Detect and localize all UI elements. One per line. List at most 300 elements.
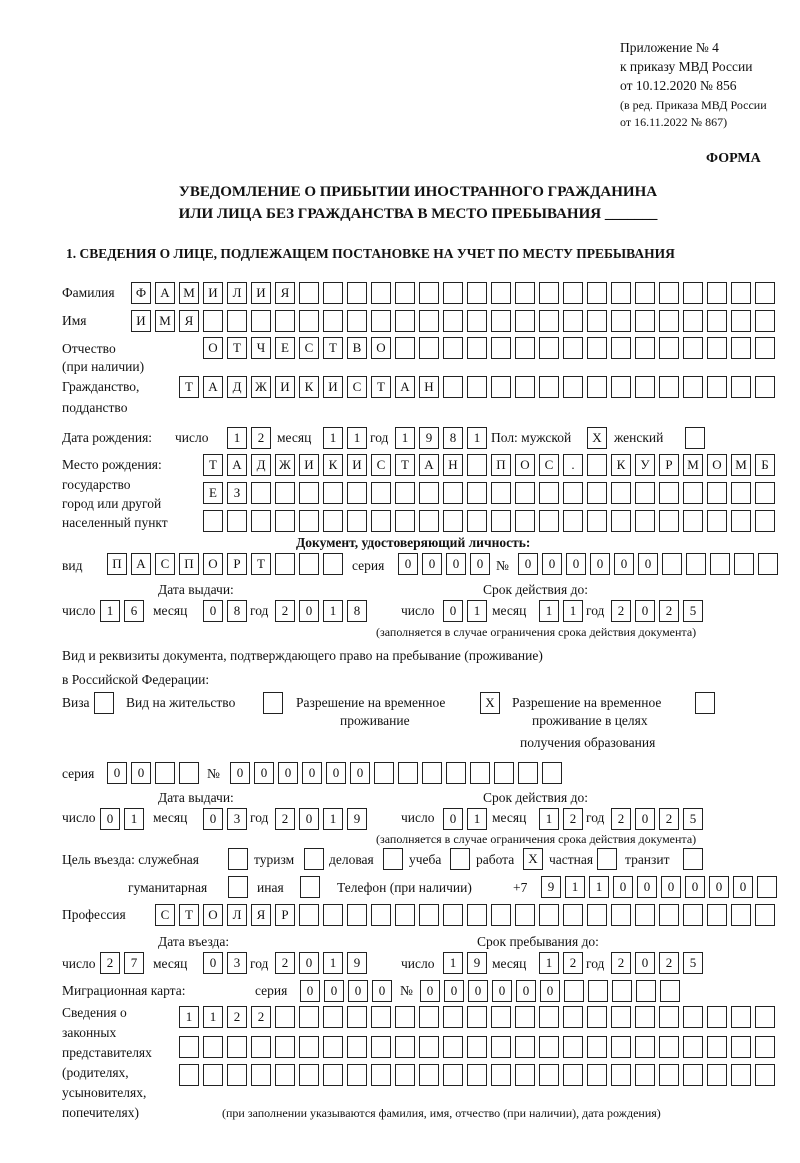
char-cell[interactable] bbox=[491, 1064, 511, 1086]
char-cell[interactable] bbox=[587, 282, 607, 304]
char-cell[interactable] bbox=[422, 762, 442, 784]
char-cell[interactable]: 8 bbox=[443, 427, 463, 449]
char-cell[interactable] bbox=[635, 510, 655, 532]
char-cell[interactable] bbox=[707, 510, 727, 532]
char-cell[interactable] bbox=[611, 904, 631, 926]
char-cell[interactable] bbox=[179, 762, 199, 784]
char-cell[interactable] bbox=[395, 310, 415, 332]
char-cell[interactable] bbox=[251, 310, 271, 332]
char-cell[interactable]: А bbox=[227, 454, 247, 476]
char-cell[interactable]: С bbox=[155, 904, 175, 926]
char-cell[interactable] bbox=[515, 904, 535, 926]
char-cell[interactable]: 2 bbox=[251, 1006, 271, 1028]
char-cell[interactable] bbox=[710, 553, 730, 575]
char-cell[interactable]: 0 bbox=[131, 762, 151, 784]
char-cell[interactable] bbox=[731, 282, 751, 304]
char-cell[interactable] bbox=[299, 1036, 319, 1058]
char-cell[interactable]: 2 bbox=[659, 952, 679, 974]
char-cell[interactable]: 0 bbox=[444, 980, 464, 1002]
char-cell[interactable] bbox=[515, 1006, 535, 1028]
char-cell[interactable] bbox=[227, 1036, 247, 1058]
char-cell[interactable]: 9 bbox=[347, 952, 367, 974]
char-cell[interactable] bbox=[635, 282, 655, 304]
char-cell[interactable]: 8 bbox=[347, 600, 367, 622]
char-cell[interactable]: 5 bbox=[683, 808, 703, 830]
char-cell[interactable] bbox=[755, 1064, 775, 1086]
char-cell[interactable] bbox=[395, 1036, 415, 1058]
char-cell[interactable]: 1 bbox=[589, 876, 609, 898]
checkbox[interactable] bbox=[450, 848, 470, 870]
char-cell[interactable] bbox=[299, 510, 319, 532]
char-cell[interactable]: 0 bbox=[326, 762, 346, 784]
char-cell[interactable] bbox=[707, 310, 727, 332]
char-cell[interactable] bbox=[443, 1064, 463, 1086]
char-cell[interactable] bbox=[299, 1064, 319, 1086]
char-cell[interactable] bbox=[347, 282, 367, 304]
char-cell[interactable] bbox=[443, 310, 463, 332]
char-cell[interactable] bbox=[683, 1006, 703, 1028]
char-cell[interactable]: 2 bbox=[275, 808, 295, 830]
char-cell[interactable] bbox=[251, 482, 271, 504]
char-cell[interactable]: 0 bbox=[107, 762, 127, 784]
char-cell[interactable] bbox=[563, 337, 583, 359]
char-cell[interactable]: Л bbox=[227, 282, 247, 304]
char-cell[interactable] bbox=[635, 482, 655, 504]
char-cell[interactable] bbox=[563, 904, 583, 926]
char-cell[interactable]: 9 bbox=[541, 876, 561, 898]
char-cell[interactable]: 0 bbox=[685, 876, 705, 898]
char-cell[interactable]: 1 bbox=[443, 952, 463, 974]
char-cell[interactable]: 1 bbox=[467, 427, 487, 449]
char-cell[interactable]: П bbox=[179, 553, 199, 575]
char-cell[interactable] bbox=[515, 337, 535, 359]
char-cell[interactable] bbox=[275, 553, 295, 575]
char-cell[interactable] bbox=[323, 282, 343, 304]
char-cell[interactable]: 1 bbox=[467, 808, 487, 830]
char-cell[interactable]: 2 bbox=[275, 600, 295, 622]
checkbox[interactable]: X bbox=[523, 848, 543, 870]
char-cell[interactable] bbox=[275, 510, 295, 532]
char-cell[interactable]: И bbox=[203, 282, 223, 304]
char-cell[interactable]: О bbox=[203, 904, 223, 926]
char-cell[interactable] bbox=[491, 376, 511, 398]
char-cell[interactable] bbox=[494, 762, 514, 784]
char-cell[interactable] bbox=[395, 904, 415, 926]
char-cell[interactable]: 2 bbox=[227, 1006, 247, 1028]
char-cell[interactable]: 0 bbox=[566, 553, 586, 575]
char-cell[interactable]: С bbox=[347, 376, 367, 398]
char-cell[interactable]: 1 bbox=[227, 427, 247, 449]
char-cell[interactable]: 0 bbox=[614, 553, 634, 575]
char-cell[interactable] bbox=[587, 337, 607, 359]
char-cell[interactable] bbox=[491, 482, 511, 504]
char-cell[interactable] bbox=[731, 904, 751, 926]
char-cell[interactable]: М bbox=[155, 310, 175, 332]
char-cell[interactable] bbox=[587, 454, 607, 476]
char-cell[interactable] bbox=[755, 310, 775, 332]
char-cell[interactable] bbox=[446, 762, 466, 784]
char-cell[interactable] bbox=[347, 904, 367, 926]
char-cell[interactable] bbox=[707, 904, 727, 926]
char-cell[interactable]: 2 bbox=[659, 808, 679, 830]
char-cell[interactable]: 0 bbox=[468, 980, 488, 1002]
char-cell[interactable] bbox=[227, 1064, 247, 1086]
char-cell[interactable] bbox=[683, 904, 703, 926]
char-cell[interactable]: К bbox=[323, 454, 343, 476]
char-cell[interactable] bbox=[539, 310, 559, 332]
char-cell[interactable] bbox=[371, 282, 391, 304]
char-cell[interactable]: Д bbox=[251, 454, 271, 476]
char-cell[interactable]: 7 bbox=[124, 952, 144, 974]
char-cell[interactable] bbox=[395, 510, 415, 532]
char-cell[interactable] bbox=[515, 282, 535, 304]
char-cell[interactable] bbox=[539, 282, 559, 304]
char-cell[interactable]: 0 bbox=[203, 600, 223, 622]
char-cell[interactable] bbox=[683, 310, 703, 332]
char-cell[interactable] bbox=[758, 553, 778, 575]
char-cell[interactable] bbox=[539, 482, 559, 504]
char-cell[interactable] bbox=[443, 510, 463, 532]
char-cell[interactable]: 0 bbox=[492, 980, 512, 1002]
char-cell[interactable] bbox=[539, 1064, 559, 1086]
char-cell[interactable] bbox=[659, 337, 679, 359]
char-cell[interactable]: 1 bbox=[539, 952, 559, 974]
char-cell[interactable] bbox=[515, 1036, 535, 1058]
char-cell[interactable] bbox=[470, 762, 490, 784]
char-cell[interactable] bbox=[443, 1036, 463, 1058]
char-cell[interactable] bbox=[275, 1064, 295, 1086]
char-cell[interactable] bbox=[635, 1006, 655, 1028]
char-cell[interactable]: 0 bbox=[540, 980, 560, 1002]
char-cell[interactable] bbox=[611, 510, 631, 532]
char-cell[interactable] bbox=[275, 310, 295, 332]
char-cell[interactable]: И bbox=[131, 310, 151, 332]
char-cell[interactable]: И bbox=[323, 376, 343, 398]
char-cell[interactable] bbox=[179, 1064, 199, 1086]
char-cell[interactable]: 0 bbox=[638, 553, 658, 575]
char-cell[interactable] bbox=[635, 337, 655, 359]
char-cell[interactable]: 2 bbox=[100, 952, 120, 974]
char-cell[interactable] bbox=[419, 482, 439, 504]
char-cell[interactable] bbox=[683, 1064, 703, 1086]
char-cell[interactable]: Т bbox=[251, 553, 271, 575]
char-cell[interactable]: 1 bbox=[565, 876, 585, 898]
char-cell[interactable] bbox=[755, 376, 775, 398]
char-cell[interactable]: 1 bbox=[100, 600, 120, 622]
checkbox[interactable] bbox=[94, 692, 114, 714]
char-cell[interactable] bbox=[563, 1064, 583, 1086]
char-cell[interactable]: У bbox=[635, 454, 655, 476]
char-cell[interactable] bbox=[659, 1064, 679, 1086]
char-cell[interactable] bbox=[683, 282, 703, 304]
char-cell[interactable]: 0 bbox=[254, 762, 274, 784]
char-cell[interactable] bbox=[419, 1036, 439, 1058]
char-cell[interactable]: 0 bbox=[613, 876, 633, 898]
char-cell[interactable]: А bbox=[155, 282, 175, 304]
char-cell[interactable] bbox=[611, 337, 631, 359]
char-cell[interactable] bbox=[371, 904, 391, 926]
char-cell[interactable] bbox=[467, 510, 487, 532]
char-cell[interactable]: Р bbox=[659, 454, 679, 476]
char-cell[interactable] bbox=[563, 482, 583, 504]
char-cell[interactable] bbox=[203, 510, 223, 532]
char-cell[interactable] bbox=[660, 980, 680, 1002]
char-cell[interactable] bbox=[443, 482, 463, 504]
char-cell[interactable]: 9 bbox=[467, 952, 487, 974]
checkbox[interactable]: X bbox=[587, 427, 607, 449]
char-cell[interactable] bbox=[299, 553, 319, 575]
char-cell[interactable]: 2 bbox=[611, 808, 631, 830]
char-cell[interactable] bbox=[731, 510, 751, 532]
char-cell[interactable] bbox=[659, 376, 679, 398]
char-cell[interactable]: 0 bbox=[443, 600, 463, 622]
char-cell[interactable]: 1 bbox=[323, 600, 343, 622]
char-cell[interactable] bbox=[731, 1006, 751, 1028]
checkbox[interactable]: X bbox=[480, 692, 500, 714]
char-cell[interactable]: 0 bbox=[709, 876, 729, 898]
char-cell[interactable] bbox=[347, 1064, 367, 1086]
char-cell[interactable] bbox=[587, 904, 607, 926]
char-cell[interactable]: Я bbox=[275, 282, 295, 304]
char-cell[interactable]: 0 bbox=[422, 553, 442, 575]
char-cell[interactable]: Л bbox=[227, 904, 247, 926]
char-cell[interactable] bbox=[587, 510, 607, 532]
char-cell[interactable] bbox=[707, 482, 727, 504]
char-cell[interactable]: С bbox=[155, 553, 175, 575]
char-cell[interactable] bbox=[275, 482, 295, 504]
char-cell[interactable] bbox=[755, 904, 775, 926]
char-cell[interactable]: К bbox=[299, 376, 319, 398]
char-cell[interactable] bbox=[491, 310, 511, 332]
char-cell[interactable] bbox=[347, 1006, 367, 1028]
char-cell[interactable] bbox=[251, 1036, 271, 1058]
char-cell[interactable] bbox=[755, 337, 775, 359]
char-cell[interactable] bbox=[563, 376, 583, 398]
char-cell[interactable] bbox=[323, 310, 343, 332]
char-cell[interactable] bbox=[299, 282, 319, 304]
char-cell[interactable]: 8 bbox=[227, 600, 247, 622]
char-cell[interactable] bbox=[659, 1036, 679, 1058]
char-cell[interactable]: 9 bbox=[419, 427, 439, 449]
char-cell[interactable]: Ч bbox=[251, 337, 271, 359]
char-cell[interactable] bbox=[371, 482, 391, 504]
char-cell[interactable] bbox=[587, 1036, 607, 1058]
char-cell[interactable] bbox=[419, 510, 439, 532]
char-cell[interactable] bbox=[683, 337, 703, 359]
char-cell[interactable]: 0 bbox=[420, 980, 440, 1002]
checkbox[interactable] bbox=[304, 848, 324, 870]
char-cell[interactable]: К bbox=[611, 454, 631, 476]
char-cell[interactable] bbox=[636, 980, 656, 1002]
char-cell[interactable]: О bbox=[203, 337, 223, 359]
char-cell[interactable] bbox=[611, 1006, 631, 1028]
char-cell[interactable] bbox=[731, 310, 751, 332]
char-cell[interactable]: Я bbox=[179, 310, 199, 332]
char-cell[interactable]: 1 bbox=[395, 427, 415, 449]
char-cell[interactable] bbox=[587, 310, 607, 332]
char-cell[interactable] bbox=[419, 1064, 439, 1086]
char-cell[interactable]: Р bbox=[227, 553, 247, 575]
char-cell[interactable]: Р bbox=[275, 904, 295, 926]
char-cell[interactable] bbox=[491, 1006, 511, 1028]
char-cell[interactable] bbox=[374, 762, 394, 784]
char-cell[interactable] bbox=[419, 904, 439, 926]
char-cell[interactable] bbox=[731, 482, 751, 504]
char-cell[interactable] bbox=[203, 1064, 223, 1086]
char-cell[interactable]: 0 bbox=[590, 553, 610, 575]
char-cell[interactable] bbox=[564, 980, 584, 1002]
char-cell[interactable]: Т bbox=[203, 454, 223, 476]
char-cell[interactable]: 1 bbox=[323, 427, 343, 449]
char-cell[interactable] bbox=[371, 1064, 391, 1086]
char-cell[interactable] bbox=[659, 904, 679, 926]
char-cell[interactable]: З bbox=[227, 482, 247, 504]
char-cell[interactable]: 0 bbox=[398, 553, 418, 575]
char-cell[interactable]: М bbox=[179, 282, 199, 304]
char-cell[interactable]: 2 bbox=[611, 600, 631, 622]
char-cell[interactable] bbox=[467, 904, 487, 926]
char-cell[interactable]: Б bbox=[755, 454, 775, 476]
checkbox[interactable] bbox=[263, 692, 283, 714]
char-cell[interactable] bbox=[707, 337, 727, 359]
char-cell[interactable] bbox=[707, 1006, 727, 1028]
char-cell[interactable]: Е bbox=[275, 337, 295, 359]
char-cell[interactable] bbox=[635, 904, 655, 926]
char-cell[interactable]: 2 bbox=[563, 952, 583, 974]
char-cell[interactable] bbox=[515, 376, 535, 398]
char-cell[interactable] bbox=[542, 762, 562, 784]
char-cell[interactable] bbox=[491, 904, 511, 926]
char-cell[interactable] bbox=[371, 1006, 391, 1028]
checkbox[interactable] bbox=[695, 692, 715, 714]
char-cell[interactable]: 0 bbox=[372, 980, 392, 1002]
char-cell[interactable] bbox=[539, 904, 559, 926]
char-cell[interactable] bbox=[515, 510, 535, 532]
char-cell[interactable]: 1 bbox=[124, 808, 144, 830]
char-cell[interactable] bbox=[515, 310, 535, 332]
char-cell[interactable] bbox=[299, 1006, 319, 1028]
char-cell[interactable] bbox=[299, 904, 319, 926]
char-cell[interactable]: Т bbox=[395, 454, 415, 476]
char-cell[interactable] bbox=[755, 510, 775, 532]
char-cell[interactable] bbox=[611, 482, 631, 504]
char-cell[interactable]: Н bbox=[443, 454, 463, 476]
char-cell[interactable] bbox=[467, 1006, 487, 1028]
checkbox[interactable] bbox=[300, 876, 320, 898]
char-cell[interactable] bbox=[731, 337, 751, 359]
char-cell[interactable] bbox=[419, 310, 439, 332]
char-cell[interactable]: 0 bbox=[516, 980, 536, 1002]
char-cell[interactable] bbox=[731, 1064, 751, 1086]
char-cell[interactable] bbox=[395, 1006, 415, 1028]
checkbox[interactable] bbox=[597, 848, 617, 870]
char-cell[interactable] bbox=[686, 553, 706, 575]
char-cell[interactable]: 1 bbox=[539, 808, 559, 830]
char-cell[interactable] bbox=[491, 282, 511, 304]
char-cell[interactable] bbox=[515, 1064, 535, 1086]
char-cell[interactable]: 2 bbox=[611, 952, 631, 974]
char-cell[interactable]: 0 bbox=[542, 553, 562, 575]
char-cell[interactable]: О bbox=[515, 454, 535, 476]
char-cell[interactable] bbox=[443, 282, 463, 304]
char-cell[interactable] bbox=[251, 1064, 271, 1086]
char-cell[interactable]: 0 bbox=[635, 808, 655, 830]
char-cell[interactable] bbox=[611, 310, 631, 332]
char-cell[interactable] bbox=[635, 376, 655, 398]
char-cell[interactable] bbox=[347, 310, 367, 332]
char-cell[interactable] bbox=[491, 510, 511, 532]
char-cell[interactable]: 1 bbox=[323, 952, 343, 974]
char-cell[interactable] bbox=[635, 1064, 655, 1086]
char-cell[interactable]: 5 bbox=[683, 600, 703, 622]
char-cell[interactable] bbox=[611, 282, 631, 304]
char-cell[interactable] bbox=[539, 1036, 559, 1058]
char-cell[interactable] bbox=[395, 282, 415, 304]
char-cell[interactable]: 1 bbox=[203, 1006, 223, 1028]
char-cell[interactable] bbox=[491, 1036, 511, 1058]
char-cell[interactable] bbox=[612, 980, 632, 1002]
char-cell[interactable] bbox=[467, 454, 487, 476]
char-cell[interactable]: О bbox=[707, 454, 727, 476]
char-cell[interactable] bbox=[395, 1064, 415, 1086]
char-cell[interactable]: 3 bbox=[227, 808, 247, 830]
char-cell[interactable] bbox=[467, 1064, 487, 1086]
char-cell[interactable]: А bbox=[131, 553, 151, 575]
char-cell[interactable]: 0 bbox=[518, 553, 538, 575]
char-cell[interactable] bbox=[659, 310, 679, 332]
char-cell[interactable]: П bbox=[107, 553, 127, 575]
char-cell[interactable] bbox=[467, 376, 487, 398]
char-cell[interactable]: С bbox=[539, 454, 559, 476]
char-cell[interactable] bbox=[467, 482, 487, 504]
char-cell[interactable]: 0 bbox=[324, 980, 344, 1002]
char-cell[interactable] bbox=[347, 482, 367, 504]
char-cell[interactable] bbox=[563, 1006, 583, 1028]
char-cell[interactable] bbox=[299, 482, 319, 504]
char-cell[interactable]: А bbox=[419, 454, 439, 476]
char-cell[interactable] bbox=[659, 1006, 679, 1028]
char-cell[interactable]: 0 bbox=[203, 952, 223, 974]
char-cell[interactable] bbox=[707, 1036, 727, 1058]
checkbox[interactable] bbox=[683, 848, 703, 870]
char-cell[interactable]: 0 bbox=[446, 553, 466, 575]
char-cell[interactable]: Т bbox=[323, 337, 343, 359]
char-cell[interactable]: 2 bbox=[251, 427, 271, 449]
char-cell[interactable] bbox=[395, 482, 415, 504]
char-cell[interactable]: 0 bbox=[661, 876, 681, 898]
char-cell[interactable]: 0 bbox=[230, 762, 250, 784]
char-cell[interactable]: 0 bbox=[300, 980, 320, 1002]
char-cell[interactable] bbox=[395, 337, 415, 359]
char-cell[interactable] bbox=[755, 1036, 775, 1058]
char-cell[interactable]: М bbox=[731, 454, 751, 476]
checkbox[interactable] bbox=[685, 427, 705, 449]
char-cell[interactable] bbox=[755, 482, 775, 504]
char-cell[interactable] bbox=[371, 1036, 391, 1058]
char-cell[interactable]: 0 bbox=[635, 952, 655, 974]
char-cell[interactable] bbox=[587, 376, 607, 398]
char-cell[interactable]: А bbox=[203, 376, 223, 398]
checkbox[interactable] bbox=[228, 848, 248, 870]
char-cell[interactable] bbox=[539, 510, 559, 532]
char-cell[interactable] bbox=[467, 282, 487, 304]
char-cell[interactable]: 0 bbox=[299, 600, 319, 622]
char-cell[interactable]: 2 bbox=[563, 808, 583, 830]
char-cell[interactable] bbox=[419, 282, 439, 304]
char-cell[interactable]: 1 bbox=[179, 1006, 199, 1028]
char-cell[interactable] bbox=[539, 337, 559, 359]
char-cell[interactable]: 0 bbox=[299, 952, 319, 974]
